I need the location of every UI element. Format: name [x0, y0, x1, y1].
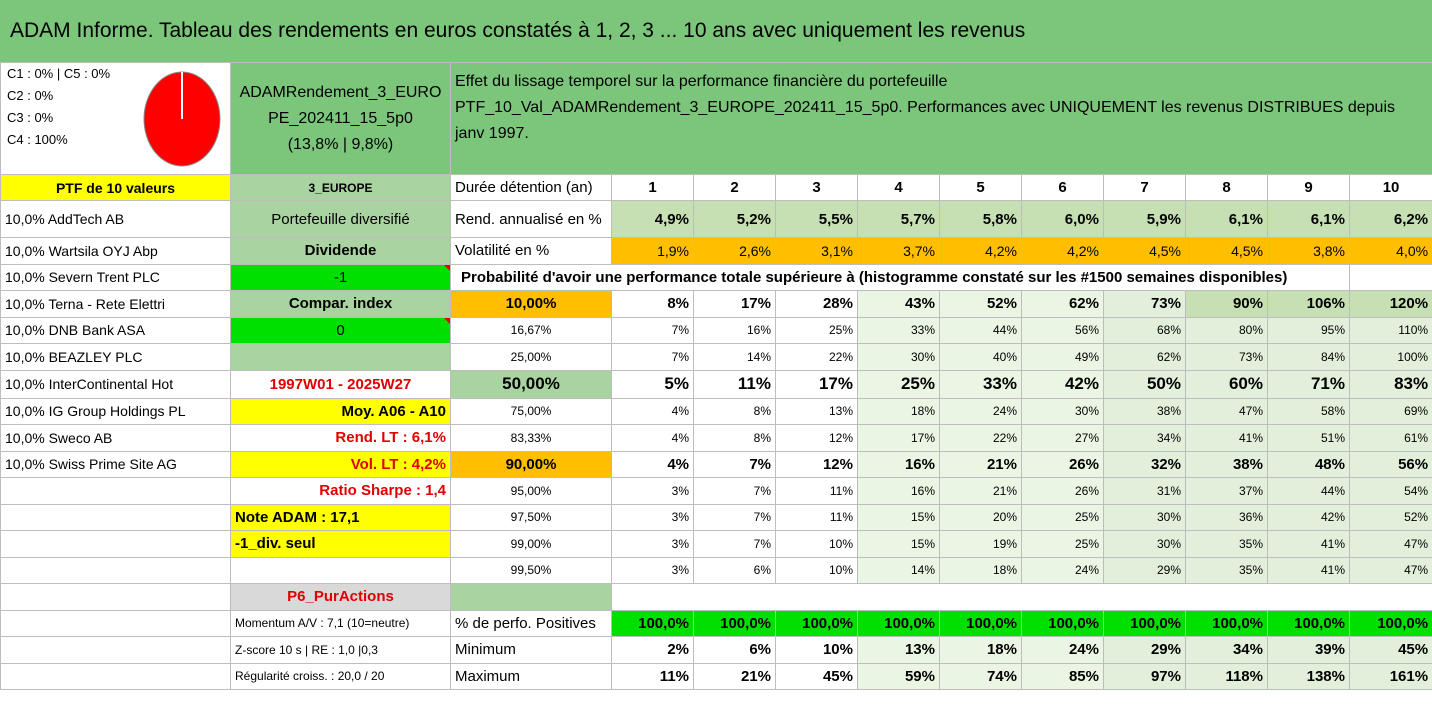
proba-value: 36%	[1186, 504, 1268, 531]
proba-value: 30%	[1022, 398, 1104, 425]
proba-value: 26%	[1022, 451, 1104, 478]
proba-value: 35%	[1186, 557, 1268, 584]
proba-value: 3%	[612, 531, 694, 558]
proba-value: 11%	[776, 478, 858, 505]
min-value: 34%	[1186, 637, 1268, 664]
allocation-pie-chart	[141, 69, 223, 169]
p6-label: P6_PurActions	[231, 584, 451, 611]
proba-value: 51%	[1268, 425, 1350, 452]
empty-cell	[1, 557, 231, 584]
holding-name: 10,0% DNB Bank ASA	[1, 317, 231, 344]
proba-value: 44%	[940, 317, 1022, 344]
proba-value: 19%	[940, 531, 1022, 558]
rend-value: 6,1%	[1268, 201, 1350, 238]
proba-value: 47%	[1186, 398, 1268, 425]
proba-value: 17%	[776, 370, 858, 398]
proba-value: 25%	[1022, 531, 1104, 558]
legend-line: C3 : 0%	[7, 110, 54, 125]
pos-value: 100,0%	[1104, 610, 1186, 637]
proba-value: 24%	[1022, 557, 1104, 584]
pos-value: 100,0%	[1186, 610, 1268, 637]
proba-value: 40%	[940, 344, 1022, 371]
max-value: 85%	[1022, 663, 1104, 690]
proba-value: 106%	[1268, 291, 1350, 318]
proba-value: 38%	[1104, 398, 1186, 425]
portfolio-name-cell	[231, 63, 451, 175]
proba-value: 20%	[940, 504, 1022, 531]
empty-cell	[612, 584, 1432, 611]
proba-threshold: 10,00%	[451, 291, 612, 318]
proba-value: 32%	[1104, 451, 1186, 478]
empty-cell	[451, 584, 612, 611]
proba-value: 22%	[776, 344, 858, 371]
proba-value: 14%	[694, 344, 776, 371]
vol-value: 4,2%	[1022, 238, 1104, 265]
proba-value: 15%	[858, 504, 940, 531]
moy-label: Moy. A06 - A10	[231, 398, 451, 425]
proba-value: 41%	[1268, 557, 1350, 584]
proba-value: 44%	[1268, 478, 1350, 505]
proba-value: 30%	[1104, 504, 1186, 531]
rend-value: 5,8%	[940, 201, 1022, 238]
max-value: 138%	[1268, 663, 1350, 690]
holding-name: 10,0% Wartsila OYJ Abp	[1, 238, 231, 265]
proba-value: 50%	[1104, 370, 1186, 398]
min-value: 18%	[940, 637, 1022, 664]
proba-value: 62%	[1104, 344, 1186, 371]
vol-value: 3,7%	[858, 238, 940, 265]
div-seul-label: -1_div. seul	[231, 531, 451, 558]
proba-value: 24%	[940, 398, 1022, 425]
proba-value: 4%	[612, 451, 694, 478]
proba-value: 8%	[612, 291, 694, 318]
proba-value: 21%	[940, 478, 1022, 505]
proba-value: 29%	[1104, 557, 1186, 584]
compar-label: Compar. index	[231, 291, 451, 318]
empty-cell	[1, 478, 231, 505]
proba-value: 120%	[1350, 291, 1432, 318]
zero-value: 0	[231, 317, 451, 344]
empty-cell	[231, 557, 451, 584]
proba-value: 54%	[1350, 478, 1432, 505]
max-label: Maximum	[451, 663, 612, 690]
proba-value: 17%	[694, 291, 776, 318]
proba-value: 42%	[1022, 370, 1104, 398]
rend-label: Rend. annualisé en %	[451, 201, 612, 238]
min-value: 6%	[694, 637, 776, 664]
proba-value: 7%	[694, 504, 776, 531]
vol-value: 1,9%	[612, 238, 694, 265]
proba-threshold: 95,00%	[451, 478, 612, 505]
proba-value: 14%	[858, 557, 940, 584]
proba-threshold: 50,00%	[451, 370, 612, 398]
min-value: 2%	[612, 637, 694, 664]
max-value: 45%	[776, 663, 858, 690]
proba-value: 16%	[858, 478, 940, 505]
year-header: 6	[1022, 175, 1104, 201]
proba-value: 43%	[858, 291, 940, 318]
empty-cell	[1350, 264, 1432, 291]
proba-value: 7%	[694, 531, 776, 558]
empty-cell	[1, 531, 231, 558]
vol-value: 3,8%	[1268, 238, 1350, 265]
pos-value: 100,0%	[694, 610, 776, 637]
rend-value: 5,5%	[776, 201, 858, 238]
proba-threshold: 90,00%	[451, 451, 612, 478]
proba-value: 49%	[1022, 344, 1104, 371]
year-header: 7	[1104, 175, 1186, 201]
year-header: 4	[858, 175, 940, 201]
empty-cell	[1, 610, 231, 637]
proba-value: 73%	[1104, 291, 1186, 318]
proba-value: 60%	[1186, 370, 1268, 398]
proba-value: 21%	[940, 451, 1022, 478]
period-label: 1997W01 - 2025W27	[231, 370, 451, 398]
proba-value: 31%	[1104, 478, 1186, 505]
rend-value: 5,7%	[858, 201, 940, 238]
momentum-label: Momentum A/V : 7,1 (10=neutre)	[231, 610, 451, 637]
regularite-label: Régularité croiss. : 20,0 / 20	[231, 663, 451, 690]
proba-value: 61%	[1350, 425, 1432, 452]
pos-value: 100,0%	[1268, 610, 1350, 637]
proba-value: 110%	[1350, 317, 1432, 344]
description-line: janv 1997.	[455, 125, 529, 142]
vol-value: 4,5%	[1104, 238, 1186, 265]
max-value: 97%	[1104, 663, 1186, 690]
description-line: PTF_10_Val_ADAMRendement_3_EUROPE_202411_15_5p0. Performances avec UNIQUEMENT les revenus DISTRIBUES depuis	[455, 99, 1396, 116]
proba-value: 58%	[1268, 398, 1350, 425]
max-value: 11%	[612, 663, 694, 690]
proba-value: 8%	[694, 425, 776, 452]
portfolio-name-line: ADAMRendement_3_EURO	[239, 83, 442, 101]
year-header: 10	[1350, 175, 1432, 201]
proba-value: 33%	[858, 317, 940, 344]
proba-threshold: 25,00%	[451, 344, 612, 371]
proba-value: 5%	[612, 370, 694, 398]
year-header: 9	[1268, 175, 1350, 201]
proba-value: 52%	[940, 291, 1022, 318]
proba-value: 3%	[612, 504, 694, 531]
proba-value: 18%	[858, 398, 940, 425]
proba-value: 13%	[776, 398, 858, 425]
min-value: 45%	[1350, 637, 1432, 664]
diversifie-label: Portefeuille diversifié	[231, 201, 451, 238]
dividende-label: Dividende	[231, 238, 451, 265]
pos-value: 100,0%	[1022, 610, 1104, 637]
proba-threshold: 99,00%	[451, 531, 612, 558]
proba-threshold: 83,33%	[451, 425, 612, 452]
empty-cell	[1, 584, 231, 611]
year-header: 3	[776, 175, 858, 201]
proba-label: Probabilité d'avoir une performance totale supérieure à (histogramme constaté sur les #1500 semaines disponibles)	[451, 264, 1350, 291]
proba-value: 38%	[1186, 451, 1268, 478]
note-label: Note ADAM : 17,1	[231, 504, 451, 531]
year-header: 5	[940, 175, 1022, 201]
region-label: 3_EUROPE	[231, 175, 451, 201]
proba-value: 7%	[694, 478, 776, 505]
proba-value: 8%	[694, 398, 776, 425]
proba-value: 28%	[776, 291, 858, 318]
max-value: 59%	[858, 663, 940, 690]
pos-value: 100,0%	[776, 610, 858, 637]
proba-value: 25%	[1022, 504, 1104, 531]
max-value: 161%	[1350, 663, 1432, 690]
proba-value: 7%	[612, 317, 694, 344]
proba-value: 47%	[1350, 557, 1432, 584]
proba-value: 27%	[1022, 425, 1104, 452]
zscore-label: Z-score 10 s | RE : 1,0 |0,3	[231, 637, 451, 664]
vol-label: Volatilité en %	[451, 238, 612, 265]
proba-value: 22%	[940, 425, 1022, 452]
proba-value: 30%	[858, 344, 940, 371]
year-header: 8	[1186, 175, 1268, 201]
proba-value: 73%	[1186, 344, 1268, 371]
proba-value: 52%	[1350, 504, 1432, 531]
proba-value: 10%	[776, 557, 858, 584]
proba-value: 12%	[776, 425, 858, 452]
proba-value: 25%	[776, 317, 858, 344]
proba-value: 11%	[694, 370, 776, 398]
proba-value: 7%	[694, 451, 776, 478]
proba-value: 26%	[1022, 478, 1104, 505]
proba-value: 47%	[1350, 531, 1432, 558]
proba-value: 33%	[940, 370, 1022, 398]
rend-value: 6,2%	[1350, 201, 1432, 238]
proba-value: 3%	[612, 557, 694, 584]
proba-value: 34%	[1104, 425, 1186, 452]
proba-value: 16%	[858, 451, 940, 478]
max-value: 118%	[1186, 663, 1268, 690]
rend-value: 4,9%	[612, 201, 694, 238]
max-value: 21%	[694, 663, 776, 690]
proba-value: 42%	[1268, 504, 1350, 531]
proba-value: 48%	[1268, 451, 1350, 478]
description-line: Effet du lissage temporel sur la performance financière du portefeuille	[455, 73, 948, 90]
pos-value: 100,0%	[612, 610, 694, 637]
proba-value: 37%	[1186, 478, 1268, 505]
proba-threshold: 97,50%	[451, 504, 612, 531]
holding-name: 10,0% IG Group Holdings PL	[1, 398, 231, 425]
min-value: 10%	[776, 637, 858, 664]
proba-value: 25%	[858, 370, 940, 398]
portfolio-name-line: PE_202411_15_5p0	[268, 109, 413, 127]
rend-lt-label: Rend. LT : 6,1%	[231, 425, 451, 452]
holding-name: 10,0% Severn Trent PLC	[1, 264, 231, 291]
holding-name: 10,0% Swiss Prime Site AG	[1, 451, 231, 478]
proba-threshold: 99,50%	[451, 557, 612, 584]
empty-cell	[1, 637, 231, 664]
min-value: 13%	[858, 637, 940, 664]
proba-value: 69%	[1350, 398, 1432, 425]
rend-value: 5,2%	[694, 201, 776, 238]
rend-value: 6,1%	[1186, 201, 1268, 238]
vol-lt-label: Vol. LT : 4,2%	[231, 451, 451, 478]
proba-value: 71%	[1268, 370, 1350, 398]
vol-value: 4,2%	[940, 238, 1022, 265]
holding-name: 10,0% BEAZLEY PLC	[1, 344, 231, 371]
proba-value: 10%	[776, 531, 858, 558]
proba-value: 41%	[1186, 425, 1268, 452]
proba-value: 68%	[1104, 317, 1186, 344]
rend-value: 6,0%	[1022, 201, 1104, 238]
ptf-label: PTF de 10 valeurs	[1, 175, 231, 201]
rend-value: 5,9%	[1104, 201, 1186, 238]
proba-value: 3%	[612, 478, 694, 505]
minus1-value: -1	[231, 264, 451, 291]
legend-line: C4 : 100%	[7, 132, 68, 147]
proba-value: 12%	[776, 451, 858, 478]
vol-value: 2,6%	[694, 238, 776, 265]
proba-value: 30%	[1104, 531, 1186, 558]
proba-value: 84%	[1268, 344, 1350, 371]
legend-line: C2 : 0%	[7, 88, 54, 103]
legend-line: C1 : 0% | C5 : 0%	[7, 66, 111, 81]
duration-label: Durée détention (an)	[451, 175, 612, 201]
vol-value: 3,1%	[776, 238, 858, 265]
report-title: ADAM Informe. Tableau des rendements en euros constatés à 1, 2, 3 ... 10 ans avec uniquement les revenus	[0, 0, 1432, 62]
proba-value: 56%	[1350, 451, 1432, 478]
proba-value: 41%	[1268, 531, 1350, 558]
proba-value: 62%	[1022, 291, 1104, 318]
proba-value: 95%	[1268, 317, 1350, 344]
proba-value: 83%	[1350, 370, 1432, 398]
proba-threshold: 75,00%	[451, 398, 612, 425]
proba-value: 4%	[612, 398, 694, 425]
proba-value: 56%	[1022, 317, 1104, 344]
empty-cell	[1, 663, 231, 690]
proba-value: 100%	[1350, 344, 1432, 371]
holding-name: 10,0% Terna - Rete Elettri	[1, 291, 231, 318]
returns-table	[0, 62, 1432, 690]
holding-name: 10,0% AddTech AB	[1, 201, 231, 238]
max-value: 74%	[940, 663, 1022, 690]
proba-value: 4%	[612, 425, 694, 452]
sharpe-label: Ratio Sharpe : 1,4	[231, 478, 451, 505]
proba-threshold: 16,67%	[451, 317, 612, 344]
vol-value: 4,0%	[1350, 238, 1432, 265]
pos-label: % de perfo. Positives	[451, 610, 612, 637]
proba-value: 80%	[1186, 317, 1268, 344]
proba-value: 11%	[776, 504, 858, 531]
holding-name: 10,0% Sweco AB	[1, 425, 231, 452]
min-value: 24%	[1022, 637, 1104, 664]
pos-value: 100,0%	[858, 610, 940, 637]
empty-cell	[231, 344, 451, 371]
proba-value: 18%	[940, 557, 1022, 584]
empty-cell	[1, 504, 231, 531]
year-header: 2	[694, 175, 776, 201]
min-label: Minimum	[451, 637, 612, 664]
proba-value: 35%	[1186, 531, 1268, 558]
proba-value: 15%	[858, 531, 940, 558]
pie-cell	[1, 63, 231, 175]
portfolio-name-line: (13,8% | 9,8%)	[287, 135, 394, 153]
pos-value: 100,0%	[1350, 610, 1432, 637]
description-cell	[451, 63, 1432, 175]
vol-value: 4,5%	[1186, 238, 1268, 265]
proba-value: 6%	[694, 557, 776, 584]
min-value: 29%	[1104, 637, 1186, 664]
holding-name: 10,0% InterContinental Hot	[1, 370, 231, 398]
proba-value: 7%	[612, 344, 694, 371]
proba-value: 17%	[858, 425, 940, 452]
pos-value: 100,0%	[940, 610, 1022, 637]
proba-value: 90%	[1186, 291, 1268, 318]
min-value: 39%	[1268, 637, 1350, 664]
year-header: 1	[612, 175, 694, 201]
proba-value: 16%	[694, 317, 776, 344]
